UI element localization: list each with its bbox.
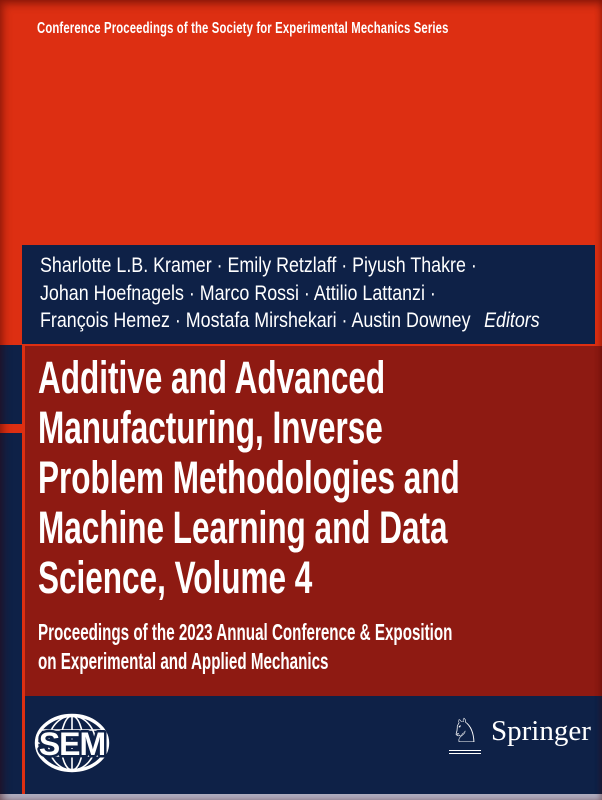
book-subtitle-line: Proceedings of the 2023 Annual Conference & Exposition [38,619,453,645]
springer-knight-icon [449,711,481,754]
springer-logo [449,711,591,754]
editors-names-line: Sharlotte L.B. Kramer · Emily Retzlaff · Piyush Thakre · [40,254,477,277]
knight-underline [449,750,481,751]
book-title [38,353,602,603]
title-panel [25,346,602,696]
editors-panel [22,245,595,344]
left-spine-column [0,345,22,794]
series-title: Conference Proceedings of the Society for Experimental Mechanics Series [37,20,449,37]
book-subtitle-line: on Experimental and Applied Mechanics [38,648,329,674]
sem-logo-text: SEM [38,726,106,762]
book-title-line: Additive and Advanced [38,352,386,403]
sem-globe-icon [33,712,111,774]
knight-underline [449,753,481,754]
book-subtitle [38,618,602,676]
book-title-line: Machine Learning and Data [38,502,448,553]
book-title-line: Problem Methodologies and [38,452,460,503]
footer-band [25,696,602,794]
book-title-line: Science, Volume 4 [38,552,313,603]
knight-glyph: ♘ [450,711,480,750]
editors-names-line [40,307,540,335]
bottom-edge-strip [0,794,602,800]
editors-names-line: Johan Hoefnagels · Marco Rossi · Attilio Lattanzi · [40,281,436,305]
book-title-line: Manufacturing, Inverse [38,402,383,453]
spine-notch [0,424,22,433]
editors-names-text: François Hemez · Mostafa Mirshekari · Austin Downey [40,309,471,332]
springer-wordmark: Springer [491,715,591,748]
editors-role-label: Editors [484,309,540,332]
